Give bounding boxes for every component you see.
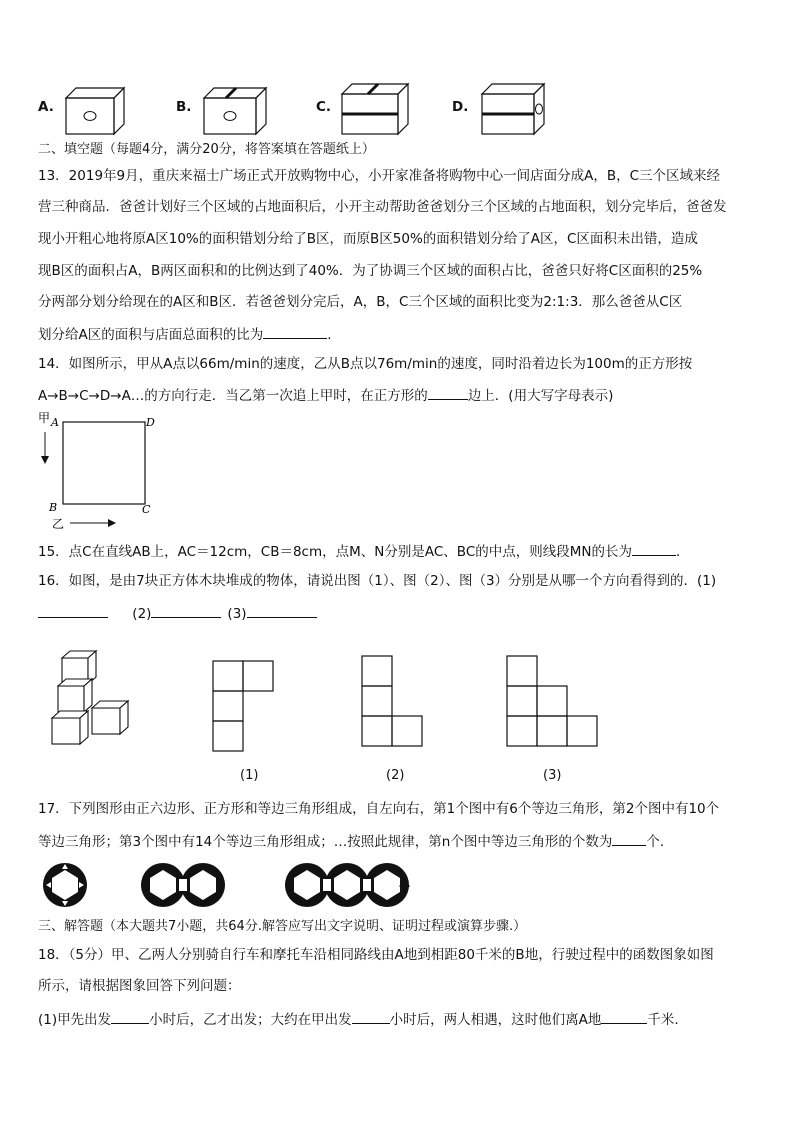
q13-line1: 13．2019年9月，重庆来福士广场正式开放购物中心，小开家准备将购物中心一间店面分成A，B，C三个区域来经: [38, 168, 721, 184]
q18-blank-3[interactable]: [601, 1009, 647, 1024]
q18-blank-2[interactable]: [352, 1009, 390, 1024]
q18-line1: 18．（5分）甲、乙两人分别骑自行车和摩托车沿相同路线由A地到相距80千米的B地，行驶过程中的函数图象如图: [38, 947, 714, 963]
option-b-label: B.: [176, 99, 192, 115]
q15: [38, 541, 690, 561]
option-c-cube: [338, 80, 412, 136]
option-a-cube: [62, 84, 128, 136]
q17-line1: 17．下列图形由正六边形、正方形和等边三角形组成，自左向右，第1个图中有6个等边三角形，第2个图中有10个: [38, 801, 720, 817]
q13-line3: 现小开粗心地将原A区10%的面积错划分给了B区，而原B区50%的面积错划分给了A区，C区面积未出错，造成: [38, 231, 698, 247]
view-3-label: (3): [543, 768, 562, 783]
q18-line2: 所示，请根据图象回答下列问题：: [38, 978, 241, 994]
q16-cube-stack: [48, 648, 134, 748]
section3-title: 三、解答题（本大题共7小题，共64分.解答应写出文字说明、证明过程或演算步骤.）: [38, 919, 527, 934]
q14-line2-text: A→B→C→D→A…的方向行走．当乙第一次追上甲时，在正方形的: [38, 388, 428, 404]
q18-blank-1[interactable]: [111, 1009, 149, 1024]
q13-line6: [38, 324, 341, 344]
q13-line6-text: 划分给A区的面积与店面总面积的比为: [38, 327, 264, 343]
view-1-label: (1): [240, 768, 259, 783]
q13-line4: 现B区的面积占A，B两区面积和的比例达到了40%．为了协调三个区域的面积占比，爸爸只好将C区面积的25%: [38, 263, 703, 279]
q14-answer-blank[interactable]: [428, 385, 468, 400]
q17-line2: [38, 831, 673, 851]
q18-line3-c: 小时后，两人相遇，这时他们离A地: [389, 1012, 602, 1028]
q14-line1: 14．如图所示，甲从A点以66m/min的速度，乙从B点以76m/min的速度，同时沿着边长为100m的正方形按: [38, 356, 693, 372]
q17-answer-blank[interactable]: [612, 831, 646, 846]
option-d-cube: [478, 80, 548, 136]
q16-line1: 16．如图，是由7块正方体木块堆成的物体，请说出图（1）、图（2）、图（3）分别是从哪一个方向看得到的．(1): [38, 573, 717, 589]
option-d-label: D.: [452, 99, 469, 115]
q17-line2-text: 等边三角形；第3个图中有14个等边三角形组成；…按照此规律，第n个图中等边三角形的个数为: [38, 834, 613, 850]
q18-line3-d: 千米.: [647, 1012, 679, 1028]
view-2-label: (2): [386, 768, 405, 783]
q17-hexagon-pattern-2: [138, 860, 228, 910]
q13-answer-blank[interactable]: [263, 324, 327, 339]
q13-line6-end: ．: [327, 327, 341, 343]
q17-hexagon-pattern-3: [282, 860, 412, 910]
jia-label: 甲: [38, 411, 51, 425]
vertex-b-label: B: [49, 501, 58, 514]
q15-answer-blank[interactable]: [632, 541, 676, 556]
q18-line3-a: (1)甲先出发: [38, 1012, 112, 1028]
yi-label: 乙: [52, 517, 65, 531]
option-a-label: A.: [38, 99, 54, 115]
q16-blank-3[interactable]: [247, 603, 317, 618]
section2-title: 二、填空题（每题4分，满分20分，将答案填在答题纸上）: [38, 142, 375, 157]
vertex-c-label: C: [142, 503, 151, 516]
q16-blank-1[interactable]: [38, 603, 108, 618]
q18-line3: [38, 1009, 679, 1029]
q16-line2: [38, 603, 317, 623]
vertex-a-label: A: [51, 416, 59, 429]
q16-view-2: [361, 655, 423, 747]
q14-square-figure: [36, 410, 166, 535]
q16-view-3: [506, 655, 598, 747]
option-c-label: C.: [316, 99, 332, 115]
q18-line3-b: 小时后，乙才出发；大约在甲出发: [149, 1012, 352, 1028]
q16-view-1: [212, 660, 274, 752]
vertex-d-label: D: [146, 416, 155, 429]
q14-line2-end: 边上．(用大写字母表示): [467, 388, 614, 404]
q15-end: ．: [676, 544, 690, 560]
q13-line2: 营三种商品．爸爸计划好三个区域的占地面积后，小开主动帮助爸爸划分三个区域的占地面积，划分完毕后，爸爸发: [38, 199, 727, 215]
q17-ellipsis: …: [398, 876, 411, 891]
q15-text: 15．点C在直线AB上，AC＝12cm，CB＝8cm，点M、N分别是AC、BC的中点，则线段MN的长为: [38, 544, 632, 560]
square: [63, 422, 145, 504]
q13-line5: 分两部分划分给现在的A区和B区．若爸爸划分完后，A，B，C三个区域的面积比变为2:1:3．那么爸爸从C区: [38, 294, 683, 310]
q16-p3: (3): [227, 606, 247, 622]
q14-line2: [38, 385, 613, 405]
option-b-cube: [200, 84, 270, 136]
q17-line2-end: 个．: [646, 834, 674, 850]
q16-p2: (2): [132, 606, 152, 622]
q17-hexagon-pattern-1: [40, 860, 90, 910]
q16-blank-2[interactable]: [151, 603, 221, 618]
